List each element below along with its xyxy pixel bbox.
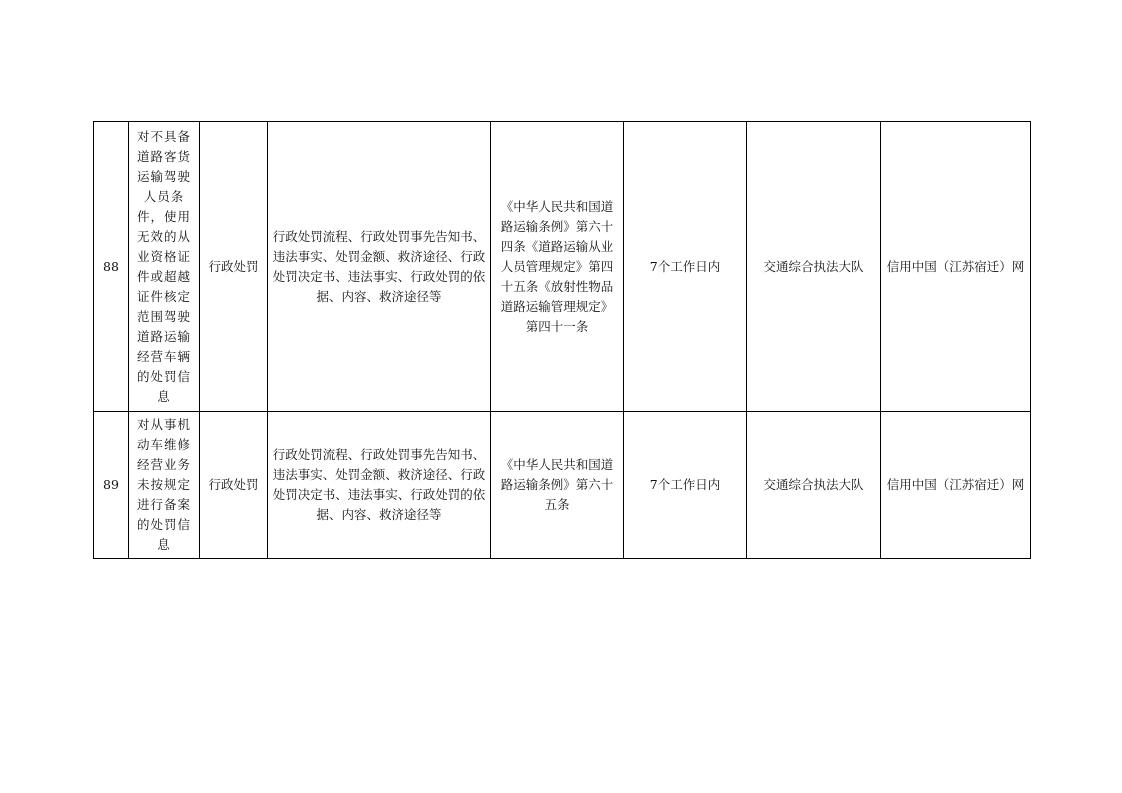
disclosure-channel: 信用中国（江苏宿迁）网 xyxy=(881,412,1031,559)
disclosure-table xyxy=(93,121,1031,559)
legal-basis: 《中华人民共和国道路运输条例》第六十五条 xyxy=(491,412,624,559)
disclosure-channel: 信用中国（江苏宿迁）网 xyxy=(881,122,1031,412)
item-name: 对从事机动车维修经营业务未按规定进行备案的处罚信息 xyxy=(129,412,200,559)
item-name: 对不具备道路客货运输驾驶人员条件，使用无效的从业资格证件或超越证件核定范围驾驶道路运输经营车辆的处罚信息 xyxy=(129,122,200,412)
item-category: 行政处罚 xyxy=(200,122,268,412)
time-limit: 7个工作日内 xyxy=(624,412,747,559)
item-category: 行政处罚 xyxy=(200,412,268,559)
table-row xyxy=(94,122,1031,412)
row-number: 89 xyxy=(94,412,129,559)
responsible-department: 交通综合执法大队 xyxy=(747,412,881,559)
time-limit: 7个工作日内 xyxy=(624,122,747,412)
row-number: 88 xyxy=(94,122,129,412)
disclosure-content: 行政处罚流程、行政处罚事先告知书、违法事实、处罚金额、救济途径、行政处罚决定书、违法事实、行政处罚的依据、内容、救济途径等 xyxy=(268,122,491,412)
responsible-department: 交通综合执法大队 xyxy=(747,122,881,412)
legal-basis: 《中华人民共和国道路运输条例》第六十四条《道路运输从业人员管理规定》第四十五条《放射性物品道路运输管理规定》第四十一条 xyxy=(491,122,624,412)
table-row xyxy=(94,412,1031,559)
disclosure-content: 行政处罚流程、行政处罚事先告知书、违法事实、处罚金额、救济途径、行政处罚决定书、违法事实、行政处罚的依据、内容、救济途径等 xyxy=(268,412,491,559)
